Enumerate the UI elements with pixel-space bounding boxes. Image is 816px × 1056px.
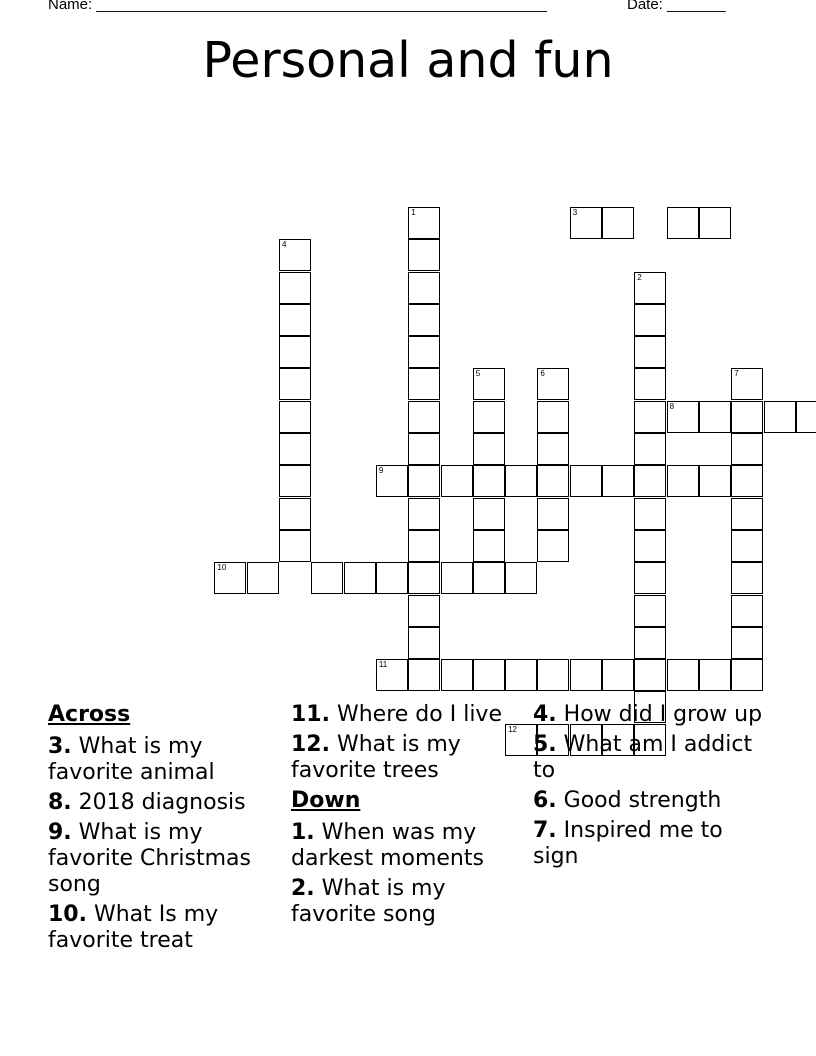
grid-cell[interactable]	[279, 465, 311, 497]
grid-cell[interactable]	[408, 465, 440, 497]
clue-number: 1.	[291, 820, 315, 845]
cell-number: 2	[637, 272, 642, 282]
clue-across-8	[48, 790, 284, 816]
clue-number: 3.	[48, 734, 72, 759]
grid-cell[interactable]	[279, 336, 311, 368]
grid-cell[interactable]	[731, 627, 763, 659]
grid-cell[interactable]	[699, 465, 731, 497]
grid-cell[interactable]	[731, 433, 763, 465]
grid-cell[interactable]	[408, 272, 440, 304]
grid-cell[interactable]	[699, 207, 731, 239]
grid-cell[interactable]	[376, 562, 408, 594]
clue-number: 12.	[291, 732, 330, 757]
grid-cell[interactable]	[441, 562, 473, 594]
grid-cell[interactable]	[731, 530, 763, 562]
clue-down-5	[533, 732, 769, 784]
grid-cell[interactable]	[731, 465, 763, 497]
clue-number: 11.	[291, 702, 330, 727]
grid-cell[interactable]	[473, 530, 505, 562]
grid-cell[interactable]	[667, 401, 699, 433]
grid-cell[interactable]	[634, 368, 666, 400]
name-field[interactable]: Name: ______________________________________________________	[48, 0, 547, 13]
grid-cell[interactable]	[247, 562, 279, 594]
cell-number: 9	[378, 466, 384, 476]
grid-cell[interactable]	[634, 659, 666, 691]
grid-cell[interactable]	[408, 562, 440, 594]
grid-cell[interactable]	[408, 433, 440, 465]
clue-number: 4.	[533, 702, 557, 727]
cell-number: 6	[540, 369, 545, 379]
grid-cell[interactable]	[214, 562, 246, 594]
clue-text: What Is my favorite treat	[48, 902, 219, 953]
grid-cell[interactable]	[634, 627, 666, 659]
grid-cell[interactable]	[505, 465, 537, 497]
grid-cell[interactable]	[699, 659, 731, 691]
clue-text: 2018 diagnosis	[78, 790, 246, 815]
grid-cell[interactable]	[796, 401, 816, 433]
cell-number: 10	[217, 563, 227, 573]
date-field[interactable]: Date: _______	[627, 0, 726, 13]
clue-number: 10.	[48, 902, 87, 927]
grid-cell[interactable]	[441, 465, 473, 497]
grid-cell[interactable]	[376, 659, 408, 691]
grid-cell[interactable]	[667, 659, 699, 691]
grid-cell[interactable]	[279, 433, 311, 465]
grid-cell[interactable]	[537, 530, 569, 562]
grid-cell[interactable]	[279, 530, 311, 562]
cell-number: 4	[282, 240, 287, 250]
grid-cell[interactable]	[279, 304, 311, 336]
across-heading: Across	[48, 702, 131, 727]
grid-cell[interactable]	[667, 465, 699, 497]
grid-cell[interactable]	[279, 368, 311, 400]
clue-number: 7.	[533, 818, 557, 843]
clue-text: What is my favorite trees	[291, 732, 461, 783]
grid-cell[interactable]	[376, 465, 408, 497]
page-title: Personal and fun	[202, 32, 614, 89]
grid-cell[interactable]	[505, 659, 537, 691]
grid-cell[interactable]	[537, 465, 569, 497]
grid-cell[interactable]	[634, 530, 666, 562]
clue-text: Inspired me to sign	[533, 818, 723, 869]
clue-number: 8.	[48, 790, 72, 815]
grid-cell[interactable]	[311, 562, 343, 594]
clue-down-6	[533, 788, 769, 814]
cell-number: 5	[475, 369, 481, 379]
clue-column-1	[48, 702, 284, 958]
grid-cell[interactable]	[570, 659, 602, 691]
cell-number: 8	[669, 401, 675, 411]
grid-cell[interactable]	[634, 336, 666, 368]
grid-cell[interactable]	[537, 401, 569, 433]
grid-cell[interactable]	[473, 465, 505, 497]
clue-across-12	[291, 732, 527, 784]
down-heading: Down	[291, 788, 361, 813]
grid-cell[interactable]	[537, 368, 569, 400]
grid-cell[interactable]	[731, 368, 763, 400]
grid-cell[interactable]	[634, 498, 666, 530]
clue-down-2	[291, 876, 527, 928]
grid-cell[interactable]	[602, 659, 634, 691]
grid-cell[interactable]	[602, 465, 634, 497]
clue-down-7	[533, 818, 769, 870]
grid-cell[interactable]	[473, 498, 505, 530]
grid-cell[interactable]	[731, 401, 763, 433]
grid-cell[interactable]	[731, 498, 763, 530]
grid-cell[interactable]	[408, 401, 440, 433]
clue-number: 9.	[48, 820, 72, 845]
grid-cell[interactable]	[634, 272, 666, 304]
grid-cell[interactable]	[570, 207, 602, 239]
grid-cell[interactable]	[473, 433, 505, 465]
clue-text: Where do I live	[336, 702, 502, 727]
clue-across-10	[48, 902, 284, 954]
cell-number: 7	[734, 369, 739, 379]
clue-text: How did I grow up	[563, 702, 763, 727]
clue-text: What am I addict to	[533, 732, 753, 783]
grid-cell[interactable]	[537, 433, 569, 465]
grid-cell[interactable]	[570, 465, 602, 497]
grid-cell[interactable]	[473, 562, 505, 594]
grid-cell[interactable]	[731, 659, 763, 691]
clue-across-9	[48, 820, 284, 898]
clue-down-4	[533, 702, 769, 728]
clue-number: 5.	[533, 732, 557, 757]
grid-cell[interactable]	[602, 207, 634, 239]
grid-cell[interactable]	[537, 659, 569, 691]
grid-cell[interactable]	[634, 595, 666, 627]
grid-cell[interactable]	[279, 401, 311, 433]
clue-number: 6.	[533, 788, 557, 813]
clue-column-2	[291, 702, 527, 932]
grid-cell[interactable]	[473, 368, 505, 400]
grid-cell[interactable]	[634, 304, 666, 336]
clue-down-1	[291, 820, 527, 872]
grid-cell[interactable]	[699, 401, 731, 433]
grid-cell[interactable]	[634, 401, 666, 433]
grid-cell[interactable]	[408, 530, 440, 562]
cell-number: 11	[378, 660, 388, 670]
grid-cell[interactable]	[408, 498, 440, 530]
grid-cell[interactable]	[537, 498, 569, 530]
grid-cell[interactable]	[408, 207, 440, 239]
grid-cell[interactable]	[473, 401, 505, 433]
grid-cell[interactable]	[408, 304, 440, 336]
clue-text: What is my favorite animal	[48, 734, 215, 785]
clue-across-11	[291, 702, 527, 728]
grid-cell[interactable]	[408, 659, 440, 691]
grid-cell[interactable]	[408, 239, 440, 271]
grid-cell[interactable]	[505, 562, 537, 594]
grid-cell[interactable]	[667, 207, 699, 239]
cell-number: 3	[572, 207, 578, 217]
grid-cell[interactable]	[731, 595, 763, 627]
clue-across-3	[48, 734, 284, 786]
clue-text: What is my favorite Christmas song	[48, 820, 251, 897]
grid-cell[interactable]	[634, 433, 666, 465]
clue-text: Good strength	[563, 788, 722, 813]
cell-number: 1	[411, 207, 416, 217]
grid-cell[interactable]	[408, 336, 440, 368]
grid-cell[interactable]	[473, 659, 505, 691]
grid-cell[interactable]	[634, 465, 666, 497]
grid-cell[interactable]	[441, 659, 473, 691]
grid-cell[interactable]	[279, 272, 311, 304]
clue-text: What is my favorite song	[291, 876, 446, 927]
grid-cell[interactable]	[408, 595, 440, 627]
grid-cell[interactable]	[279, 498, 311, 530]
cell-number: 12	[508, 724, 517, 734]
grid-cell[interactable]	[279, 239, 311, 271]
clue-number: 2.	[291, 876, 315, 901]
grid-cell[interactable]	[764, 401, 796, 433]
grid-cell[interactable]	[408, 368, 440, 400]
clue-column-3	[533, 702, 769, 874]
grid-cell[interactable]	[408, 627, 440, 659]
grid-cell[interactable]	[634, 562, 666, 594]
grid-cell[interactable]	[344, 562, 376, 594]
clue-text: When was my darkest moments	[291, 820, 484, 871]
grid-cell[interactable]	[731, 562, 763, 594]
